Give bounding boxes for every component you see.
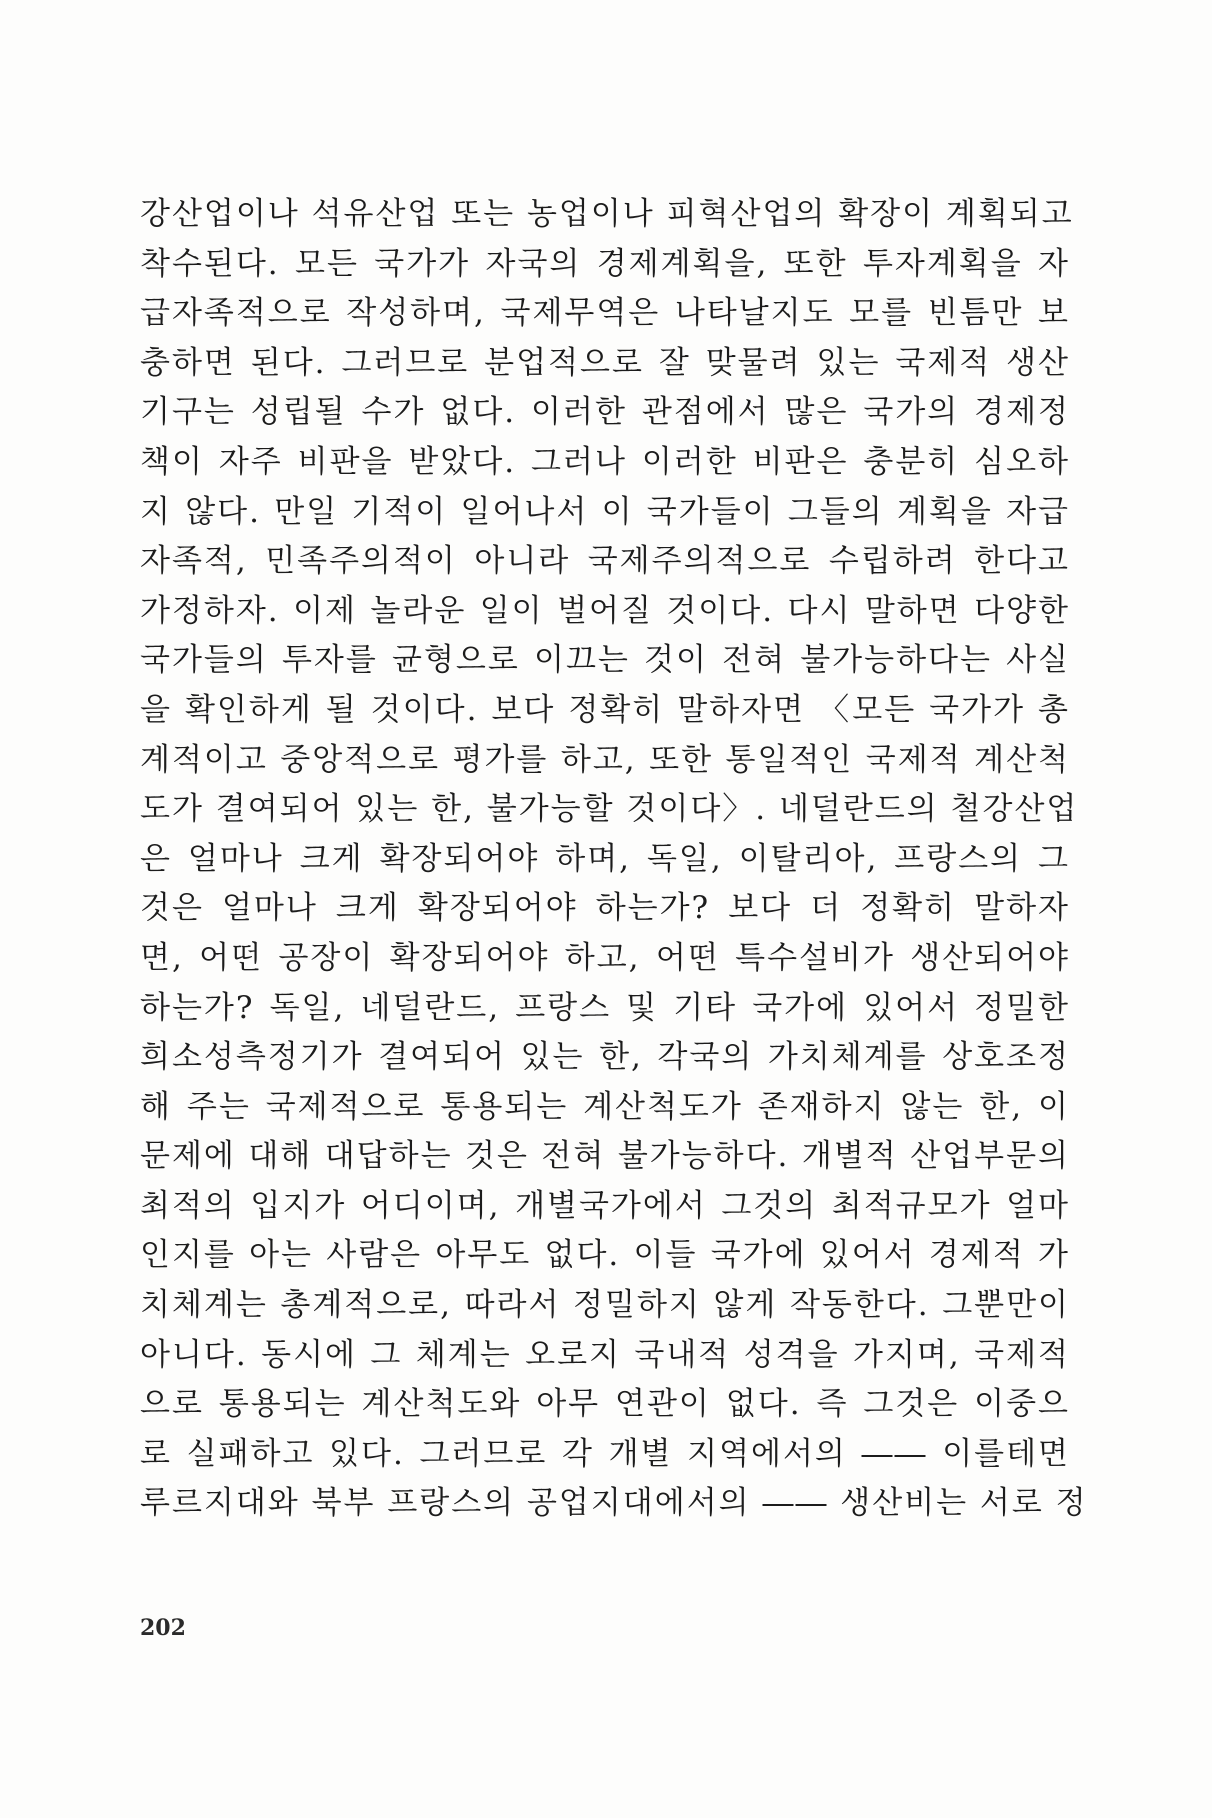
text-line: 문제에 대해 대답하는 것은 전혀 불가능하다. 개별적 산업부문의 bbox=[140, 1138, 1070, 1175]
text-line: 기구는 성립될 수가 없다. 이러한 관점에서 많은 국가의 경제정 bbox=[140, 394, 1070, 431]
text-line: 도가 결여되어 있는 한, 불가능할 것이다〉. 네덜란드의 철강산업 bbox=[140, 791, 1079, 828]
text-line: 지 않다. 만일 기적이 일어나서 이 국가들이 그들의 계획을 자급 bbox=[140, 493, 1070, 530]
text-line: 은 얼마나 크게 확장되어야 하며, 독일, 이탈리아, 프랑스의 그 bbox=[140, 840, 1070, 877]
text-line: 책이 자주 비판을 받았다. 그러나 이러한 비판은 충분히 심오하 bbox=[140, 443, 1070, 480]
text-line: 강산업이나 석유산업 또는 농업이나 피혁산업의 확장이 계획되고 bbox=[140, 196, 1074, 232]
text-line: 급자족적으로 작성하며, 국제무역은 나타날지도 모를 빈틈만 보 bbox=[140, 295, 1070, 332]
text-line: 가정하자. 이제 놀라운 일이 벌어질 것이다. 다시 말하면 다양한 bbox=[140, 592, 1070, 629]
text-line: 최적의 입지가 어디이며, 개별국가에서 그것의 최적규모가 얼마 bbox=[140, 1187, 1070, 1224]
body-text bbox=[140, 190, 1088, 1529]
text-line: 인지를 아는 사람은 아무도 없다. 이들 국가에 있어서 경제적 가 bbox=[140, 1237, 1070, 1274]
text-line: 치체계는 총계적으로, 따라서 정밀하지 않게 작동한다. 그뿐만이 bbox=[140, 1287, 1070, 1324]
text-line: 착수된다. 모든 국가가 자국의 경제계획을, 또한 투자계획을 자 bbox=[140, 245, 1070, 282]
text-line: 것은 얼마나 크게 확장되어야 하는가? 보다 더 정확히 말하자 bbox=[140, 890, 1070, 927]
text-line: 국가들의 투자를 균형으로 이끄는 것이 전혀 불가능하다는 사실 bbox=[140, 642, 1070, 679]
text-line: 해 주는 국제적으로 통용되는 계산척도가 존재하지 않는 한, 이 bbox=[140, 1088, 1070, 1125]
text-line: 충하면 된다. 그러므로 분업적으로 잘 맞물려 있는 국제적 생산 bbox=[140, 344, 1070, 381]
text-line: 희소성측정기가 결여되어 있는 한, 각국의 가치체계를 상호조정 bbox=[140, 1039, 1070, 1076]
text-line: 계적이고 중앙적으로 평가를 하고, 또한 통일적인 국제적 계산척 bbox=[140, 741, 1070, 778]
text-line: 자족적, 민족주의적이 아니라 국제주의적으로 수립하려 한다고 bbox=[140, 543, 1070, 580]
text-line: 으로 통용되는 계산척도와 아무 연관이 없다. 즉 그것은 이중으 bbox=[140, 1386, 1070, 1423]
text-line: 하는가? 독일, 네덜란드, 프랑스 및 기타 국가에 있어서 정밀한 bbox=[140, 989, 1070, 1026]
text-line: 면, 어떤 공장이 확장되어야 하고, 어떤 특수설비가 생산되어야 bbox=[140, 939, 1070, 976]
text-line: 루르지대와 북부 프랑스의 공업지대에서의 ―― 생산비는 서로 정 bbox=[140, 1485, 1088, 1522]
text-line: 로 실패하고 있다. 그러므로 각 개별 지역에서의 ―― 이를테면 bbox=[140, 1435, 1070, 1472]
text-line: 아니다. 동시에 그 체계는 오로지 국내적 성격을 가지며, 국제적 bbox=[140, 1336, 1070, 1373]
text-line: 을 확인하게 될 것이다. 보다 정확히 말하자면 〈모든 국가가 총 bbox=[140, 691, 1070, 728]
page-number: 202 bbox=[140, 1615, 186, 1641]
